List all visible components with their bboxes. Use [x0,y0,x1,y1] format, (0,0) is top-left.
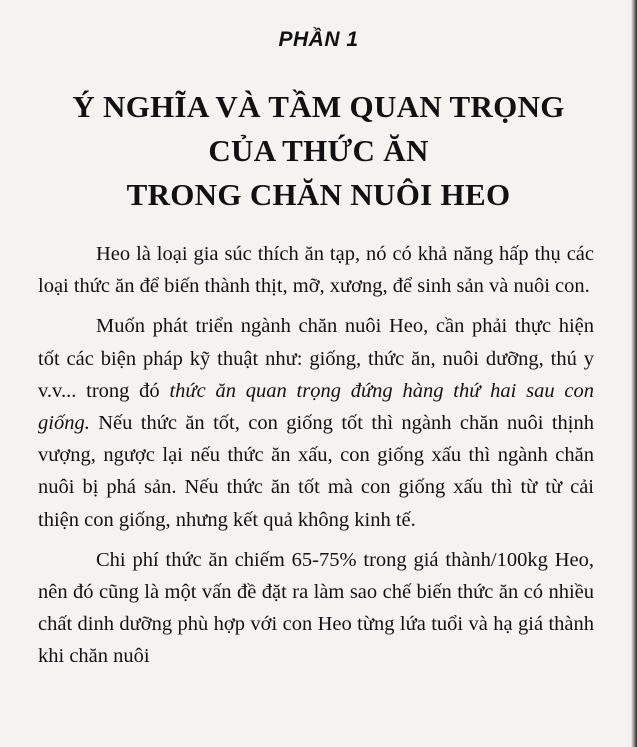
paragraph-3: Chi phí thức ăn chiếm 65-75% trong giá thành/100kg Heo, nên đó cũng là một vấn đề đặt ra làm sao chế biến thức ăn có nhiều chất dinh dưỡng phù hợp với con Heo từng lứa tuổi và hạ giá thành khi chăn nuôi [38,548,594,668]
paragraph-1: Heo là loại gia súc thích ăn tạp, nó có khả năng hấp thụ các loại thức ăn để biến thành thịt, mỡ, xương, để sinh sản và nuôi con. [38,243,594,298]
paragraph-2-end: Nếu thức ăn tốt, con giống tốt thì ngành chăn nuôi thịnh vượng, ngược lại nếu thức ăn xấu, con giống xấu thì ngành chăn nuôi bị phá sản. Nếu thức ăn tốt mà con giống xấu thì từ từ cải thiện con giống, nhưng kết quả không kinh tế. [38,412,594,531]
paragraph-2 [38,310,594,535]
paragraph-2-start: Muốn phát triển ngành chăn nuôi Heo, cần phải thực hiện tốt các biện pháp kỹ thuật như: giống, thức ăn, nuôi dưỡng, thú y v.v... trong đó [38,315,594,402]
title-line-3: TRONG CHĂN NUÔI HEO [126,177,511,212]
title-line-1: Ý NGHĨA VÀ TẦM QUAN TRỌNG [72,89,565,124]
part-label: PHẦN 1 [278,28,359,51]
page-edge-shadow [631,0,637,747]
chapter-title [40,85,597,217]
paragraph-2-emphasis: thức ăn quan trọng đứng hàng thứ hai sau con giống. [38,379,594,435]
body-text [38,238,594,673]
title-line-2: CỦA THỨC ĂN [208,133,429,168]
